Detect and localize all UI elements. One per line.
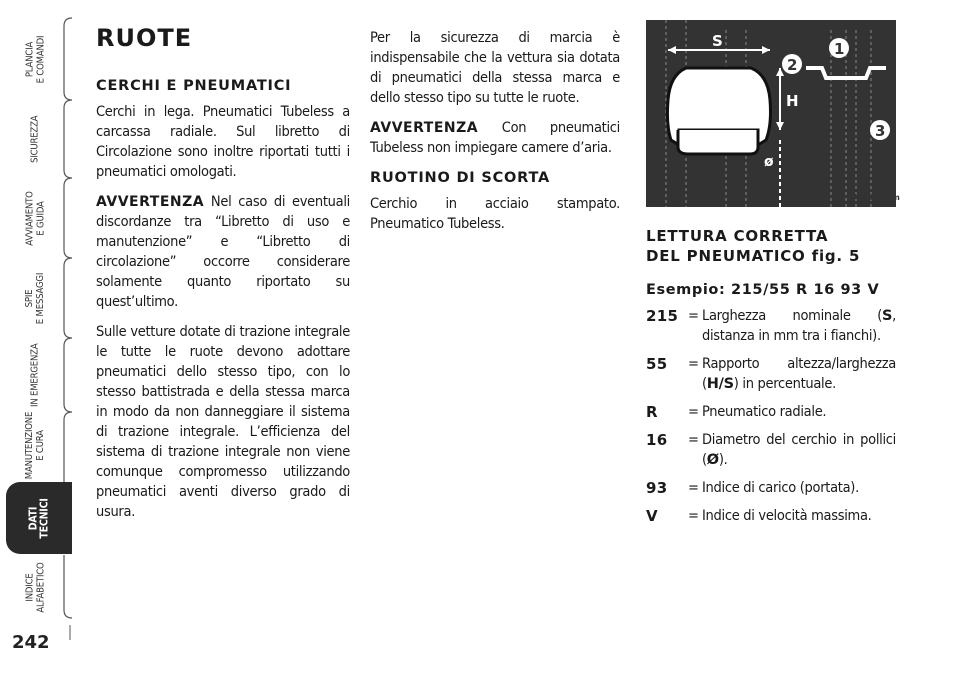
- svg-text:1: 1: [834, 40, 845, 58]
- tab-in-emergenza[interactable]: IN EMERGENZA: [29, 343, 41, 407]
- definition-text: Rapporto altezza/larghezza (H/S) in percentuale.: [702, 356, 896, 392]
- definition-text: Indice di velocità massima.: [702, 508, 872, 524]
- definition-code: 55: [646, 355, 668, 373]
- svg-text:H: H: [786, 92, 799, 110]
- tab-avviamento-e-guida[interactable]: AVVIAMENTO E GUIDA: [24, 190, 46, 246]
- tab-indice-alfabetico[interactable]: INDICE ALFABETICO: [24, 561, 46, 613]
- warning-label: AVVERTENZA: [370, 120, 479, 136]
- definition-row: V = Indice di velocità massima.: [646, 506, 896, 526]
- definition-row: 215 = Larghezza nominale (S, distanza in mm tra i fianchi).: [646, 307, 896, 344]
- figure-caption: fig. 5: [648, 193, 676, 206]
- tire-cross-section-illustration: [646, 20, 896, 207]
- column-3: [646, 226, 896, 534]
- warning-label: AVVERTENZA: [96, 194, 205, 210]
- definition-text: Pneumatico radiale.: [702, 404, 827, 420]
- column-1: [96, 24, 350, 532]
- paragraph-trazione-integrale: Sulle vetture dotate di trazione integrale le tutte le ruote devono adottare pneumatici dello stesso tipo, con lo stesso battistrada e della stessa marca in modo da non danneggiare il sistema di trazione integrale. L’efficienza del sistema di trazione integrale non viene comunque compromesso utilizzando pneumatici aventi diverso grado di usura.: [96, 324, 350, 520]
- tab-plancia-e-comandi[interactable]: PLANCIA E COMANDI: [24, 35, 46, 83]
- definition-row: R = Pneumatico radiale.: [646, 402, 896, 422]
- tab-dati-tecnici[interactable]: DATI TECNICI: [6, 482, 72, 554]
- figure-code: A0F0186m: [852, 193, 900, 202]
- tab-spie-e-messaggi[interactable]: SPIE E MESSAGGI: [24, 272, 46, 324]
- warning-text: Con pneumatici Tubeless non impiegare camere d’aria.: [370, 120, 620, 156]
- definition-text: Larghezza nominale (S, distanza in mm tra i fianchi).: [702, 308, 896, 344]
- heading-lettura-corretta: [646, 226, 896, 266]
- page-number: 242: [12, 632, 50, 653]
- definition-row: 93 = Indice di carico (portata).: [646, 478, 896, 498]
- column-2: [370, 28, 620, 244]
- paragraph-cerchi: Cerchi in lega. Pneumatici Tubeless a carcassa radiale. Sul libretto di Circolazione sono inoltre riportati tutti i pneumatici omologati.: [96, 104, 350, 180]
- warning-tubeless: [370, 118, 620, 158]
- definition-text: Indice di carico (portata).: [702, 480, 859, 496]
- svg-text:S: S: [712, 32, 723, 50]
- definition-row: 16 = Diametro del cerchio in pollici (Ø).: [646, 431, 896, 468]
- tire-diagram: [646, 20, 896, 207]
- heading-ruotino-di-scorta: RUOTINO DI SCORTA: [370, 170, 551, 186]
- definition-code: 16: [646, 431, 668, 449]
- definition-code: 93: [646, 479, 668, 497]
- definition-text: Diametro del cerchio in pollici (Ø).: [702, 432, 896, 468]
- definition-code: 215: [646, 307, 679, 325]
- warning-libretto: [96, 192, 350, 312]
- definition-code: V: [646, 507, 658, 525]
- definition-code: R: [646, 403, 658, 421]
- page-title: RUOTE: [96, 24, 193, 52]
- warning-text: Nel caso di eventuali discordanze tra “Libretto di uso e manutenzione” e “Libretto di circolazione” occorre considerare solamente quanto riportato su quest’ultimo.: [96, 194, 350, 310]
- tab-manutenzione-e-cura[interactable]: MANUTENZIONE E CURA: [24, 411, 46, 479]
- paragraph-ruotino: Cerchio in acciaio stampato. Pneumatico Tubeless.: [370, 196, 620, 232]
- heading-line-1: LETTURA CORRETTA: [646, 227, 829, 245]
- svg-text:ø: ø: [764, 154, 774, 170]
- paragraph-sicurezza-marcia: Per la sicurezza di marcia è indispensabile che la vettura sia dotata di pneumatici della stessa marca e dello stesso tipo su tutte le ruote.: [370, 30, 620, 106]
- heading-line-2: DEL PNEUMATICO fig. 5: [646, 247, 861, 265]
- svg-text:3: 3: [875, 122, 886, 140]
- chapter-tabs: [0, 0, 72, 676]
- svg-text:2: 2: [787, 56, 798, 74]
- definition-row: 55 = Rapporto altezza/larghezza (H/S) in percentuale.: [646, 355, 896, 392]
- tire-example: Esempio: 215/55 R 16 93 V: [646, 282, 880, 298]
- heading-cerchi-e-pneumatici: CERCHI E PNEUMATICI: [96, 78, 292, 94]
- tab-sicurezza[interactable]: SICUREZZA: [29, 115, 41, 163]
